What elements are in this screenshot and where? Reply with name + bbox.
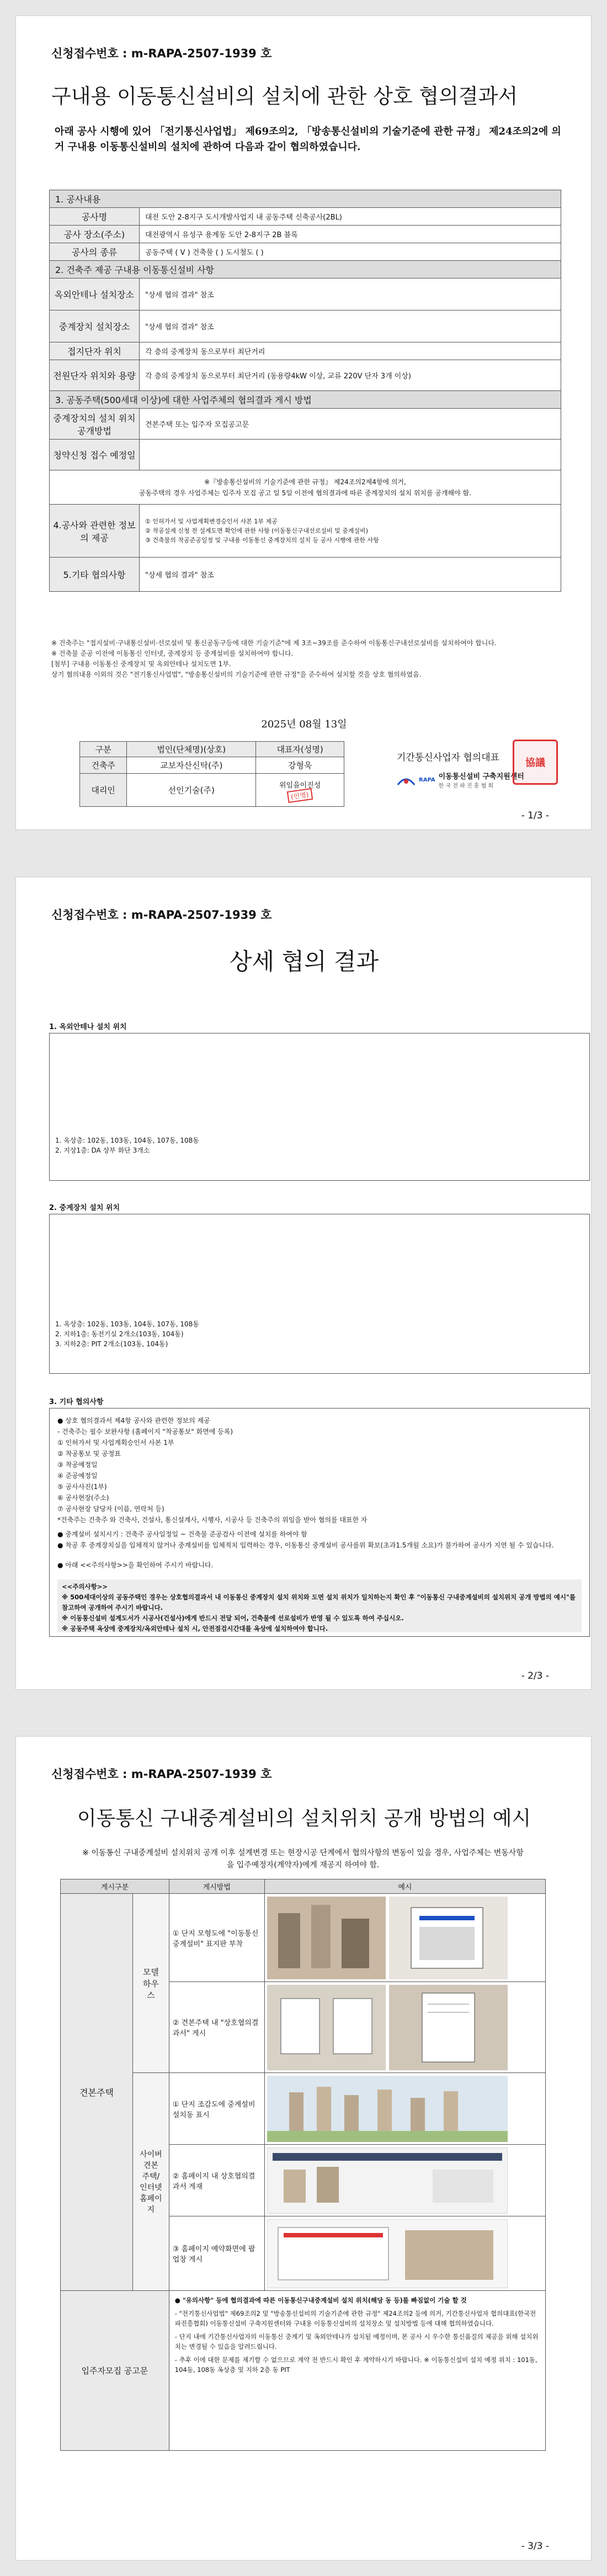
- sub-model-house: 모델하우스: [133, 1894, 169, 2073]
- caution-title: <<주의사항>>: [62, 1583, 108, 1590]
- etc-line: ④ 준공예정일: [57, 1472, 98, 1480]
- page-title: 상세 협의 결과: [229, 948, 379, 975]
- agent-stamp: (인명): [287, 788, 313, 803]
- antenna-box: [49, 1033, 590, 1181]
- method-web-2: ② 홈페이지 내 상호협의결과서 게재: [169, 2145, 264, 2216]
- aerial-view-image: [267, 2076, 508, 2142]
- info-item-1: ① 인허가서 및 사업계획변경승인서 사본 1부 제공: [145, 518, 278, 525]
- method-web-3: ③ 홈페이지 예약화면에 팝업창 게시: [169, 2216, 264, 2291]
- center-note-1: ※『방송통신설비의 기술기준에 관한 규정』 제24조의2제4항에 의거,: [204, 478, 406, 486]
- agreement-table: [49, 190, 561, 592]
- popup-image: [267, 2219, 508, 2288]
- page-title: 이동통신 구내중계설비의 설치위치 공개 방법의 예시: [77, 1807, 531, 1830]
- etc-line: ● 중계설비 설치시기 : 건축주 공사일정일 ~ 건축물 준공검사 이전에 설치를 하여야 함: [57, 1530, 307, 1538]
- notice-line-1: ● "유의사항" 등에 협의결과에 따른 이동통신구내중계설비 설치 위치(해당 동 등)를 빠짐없이 기술 할 것: [174, 2296, 467, 2304]
- header-category: 게시구분: [61, 1879, 169, 1894]
- header-example: 예시: [264, 1879, 545, 1894]
- rapa-logo-text: RAPA: [419, 776, 435, 783]
- method-web-1: ① 단지 조감도에 중계설비 설치동 표시: [169, 2073, 264, 2145]
- etc-section-title: 3. 기타 협의사항: [49, 1398, 104, 1406]
- value-etc: "상세 협의 결과" 참조: [140, 558, 561, 592]
- center-note-2: 공동주택의 경우 사업주체는 입주자 모집 공고 일 5일 이전에 협의결과에 따른 중계장치의 설치 위치를 공개해야 함.: [139, 489, 471, 497]
- notice-line-2: - "전기통신사업법" 제69조의2 및 "방송통신설비의 기술기준에 관한 규정" 제24조의2 등에 의거, 기간통신사업자 협의대표(한국전파진흥협회) 이동통신설비 구축지원센터와 구내용 이동통신설비의 설치장소 및 설치방법 등에 대해 협의하였습니다.: [174, 2310, 536, 2327]
- label-disclosure: 중계장치의 설치 위치 공개방법: [50, 409, 140, 440]
- page-subtitle: ※ 이동통신 구내중계설비 설치위치 공개 이후 설계변경 또는 현장시공 단계에서 협의사항의 변동이 있을 경우, 사업주체는 변동사항을 입주예정자(계약자)에게 재공지 하여야 함.: [82, 1849, 524, 1870]
- antenna-item-1: 1. 옥상층: 102동, 103동, 104동, 107동, 108동: [55, 1137, 199, 1144]
- page-3: [15, 1736, 592, 2561]
- homepage-image: [267, 2147, 508, 2214]
- sub-cyber-house: 사이버 견본 주택/인터넷 홈페이지: [133, 2073, 169, 2291]
- value-power: 각 층의 중계장치 동으로부터 최단거리 (동용량4kW 이상, 교류 220V 단자 3개 이상): [140, 360, 561, 391]
- repeater-section-title: 2. 중계장치 설치 위치: [49, 1204, 120, 1212]
- cat-model-house: 견본주택: [61, 1894, 133, 2291]
- caution-box: [57, 1579, 582, 1632]
- caution-1: ※ 500세대이상의 공동주택인 경우는 상호협의결과서 내 이동통신 중계장치 설치 위치와 도면 설치 위치가 일치하는지 확인 후 "이동통신 구내중계설비의 설치위치 공개 방법의 예시"를 참고하여 공개하여 주시기 바랍니다.: [62, 1593, 576, 1611]
- etc-line: ⑤ 공사사진(1부): [57, 1483, 107, 1491]
- signature-table: [79, 741, 344, 807]
- sig-owner-name: 강형욱: [256, 757, 344, 774]
- value-location: 대전광역시 유성구 용계동 도안 2-8지구 2B 블록: [140, 226, 561, 243]
- official-seal: [513, 740, 558, 785]
- info-item-3: ③ 건축물의 착공준공일정 및 구내용 이동통신 중계장치의 설치 등 공사 시행에 관한 사항: [145, 537, 379, 544]
- etc-line: - 건축주는 필수 보완사항 (홈페이지 "착공통보" 화면에 등록): [57, 1428, 233, 1436]
- page-number: - 3/3 -: [521, 2541, 549, 2552]
- request-number: 신청접수번호 : m-RAPA-2507-1939 호: [51, 47, 272, 60]
- value-ground: 각 층의 중계장치 동으로부터 최단거리: [140, 342, 561, 360]
- cat-recruitment-notice: 입주자모집 공고문: [61, 2291, 169, 2451]
- repeater-item-3: 3. 지하2층: PIT 2개소(103동, 104동): [55, 1340, 168, 1348]
- caution-3: ※ 공동주택 옥상에 중계장치/옥외안테나 설치 시, 안전점검시간대를 옥상에 설치하여야 합니다.: [62, 1625, 328, 1632]
- model-photo: [267, 1897, 386, 1979]
- page-number: - 1/3 -: [521, 810, 549, 821]
- etc-line: ② 착공통보 및 공정표: [57, 1450, 121, 1458]
- etc-line: ⑦ 공사현장 담당자 (이름, 연락처 등): [57, 1505, 164, 1513]
- sig-agent-name: 위임을이진성: [279, 781, 321, 790]
- value-apply-date: [140, 440, 561, 470]
- note-4: 상기 협의내용 이외의 것은 "전기통신사업법", "방송통신설비의 기술기준에 관한 규정"을 준수하여 설치할 것을 상호 협의하였음.: [51, 671, 422, 678]
- label-work-type: 공사의 종류: [50, 243, 140, 261]
- repeater-item-2: 2. 지하1층: 동전기실 2개소(103동, 104동): [55, 1330, 184, 1338]
- page-title: 구내용 이동통신설비의 설치에 관한 상호 협의결과서: [51, 84, 518, 108]
- org-subname: 한 국 전 파 진 흥 협 회: [438, 783, 494, 789]
- notice-line-4: - 추후 이에 대한 문제를 제기할 수 없으므로 계약 전 반드시 확인 후 계약하시기 바랍니다. ※ 이동통신설비 설치 예정 위치 : 101동, 104동, 108동 옥상층 및 지하 2층 동 PIT: [174, 2356, 537, 2374]
- etc-line: ① 인허가서 및 사업계획승인서 사본 1부: [57, 1439, 174, 1447]
- label-project-name: 공사명: [50, 208, 140, 226]
- sig-header-company: 법인(단체명)(상호): [127, 742, 256, 757]
- value-repeater: "상세 협의 결과" 참조: [140, 310, 561, 342]
- antenna-section-title: 1. 옥외안테나 설치 위치: [49, 1023, 127, 1031]
- org-name: 이동통신설비 구축지원센터: [438, 773, 524, 781]
- label-repeater: 중계장치 설치장소: [50, 310, 140, 342]
- sig-header-rep: 대표자(성명): [256, 742, 344, 757]
- sig-header-type: 구분: [80, 742, 127, 757]
- header-method: 게시방법: [169, 1879, 264, 1894]
- sig-agent-label: 대리인: [80, 774, 127, 807]
- info-item-2: ② 착공설계 신청 전 설계도면 확인에 관한 사항 (이동통신구내선로설비 및 중계설비): [145, 527, 369, 534]
- etc-box: [49, 1408, 590, 1637]
- etc-line: ③ 착공예정일: [57, 1461, 98, 1469]
- page-2: [15, 877, 592, 1690]
- section-1-header: 1. 공사내용: [50, 190, 561, 208]
- seal-text: 協議: [525, 757, 545, 769]
- etc-line: ● 아래 <<주의사항>>을 확인하여 주시기 바랍니다.: [57, 1561, 214, 1569]
- note-3: [첨부] 구내용 이동통신 중계장치 및 옥외안테나 설치도면 1부.: [51, 660, 231, 668]
- notice-line-3: - 단지 내에 기간통신사업자의 이동통신 중계기 및 옥외안테나가 설치될 예정이며, 본 공사 시 우수한 통신품질의 제공을 위해 설치위치는 변경될 수 있음을 알려드립니다.: [174, 2333, 539, 2350]
- sig-agent-company: 선인기술(주): [127, 774, 256, 807]
- label-ground: 접지단자 위치: [50, 342, 140, 360]
- repeater-box: [49, 1214, 590, 1374]
- etc-line: ⑥ 공사현장(주소): [57, 1494, 109, 1502]
- intro-text: 아래 공사 시행에 있어 「전기통신사업법」 제69조의2, 「방송통신설비의 기술기준에 관한 규정」 제24조의2에 의거 구내용 이동통신설비의 설치에 관하여 다음과 같이 협의하였습니다.: [55, 126, 561, 153]
- note-1: ※ 건축주는 "접지설비·구내통신설비·선로설비 및 통신공동구등에 대한 기술기준"에 제 3조~39조를 준수하여 이동통신구내선로설비를 설치하여야 합니다.: [51, 639, 497, 647]
- rapa-logo-icon: [397, 774, 416, 786]
- etc-line: ● 상호 협의결과서 제4항 공사와 관련한 정보의 제공: [57, 1417, 210, 1424]
- sig-owner-company: 교보자산신탁(주): [127, 757, 256, 774]
- showroom-photo: [267, 1985, 386, 2070]
- disclosure-table: [60, 1879, 546, 2451]
- label-etc: 5.기타 협의사항: [50, 558, 140, 592]
- label-power: 전원단자 위치와 용량: [50, 360, 140, 391]
- label-location: 공사 장소(주소): [50, 226, 140, 243]
- request-number: 신청접수번호 : m-RAPA-2507-1939 호: [51, 1768, 272, 1781]
- org-title: 기간통신사업자 협의대표: [397, 752, 500, 763]
- method-model-1: ① 단지 모형도에 "이동통신중계설비" 표지판 부착: [169, 1894, 264, 1982]
- label-antenna: 옥외안테나 설치장소: [50, 279, 140, 310]
- page-number: - 2/3 -: [521, 1670, 549, 1681]
- value-project-name: 대전 도안 2-8지구 도시개발사업지 내 공동주택 신축공사(2BL): [140, 208, 561, 226]
- repeater-item-1: 1. 옥상층: 102동, 103동, 104동, 107동, 108동: [55, 1320, 199, 1328]
- etc-line: [57, 1551, 582, 1560]
- value-disclosure: 견본주택 또는 입주자 모집공고문: [140, 409, 561, 440]
- label-apply-date: 청약신청 접수 예정일: [50, 440, 140, 470]
- value-antenna: "상세 협의 결과" 참조: [140, 279, 561, 310]
- section-2-header: 2. 건축주 제공 구내용 이동통신설비 사항: [50, 261, 561, 279]
- etc-line: *건축주는 건축주 와 건축사, 건설사, 통신설계사, 시행사, 시공사 등 건축주의 위임을 받아 협의를 대표한 자: [57, 1516, 368, 1524]
- caution-2: ※ 이동통신설비 설계도서가 시공사(건설사)에게 반드시 전달 되어, 건축물에 선로설비가 반영 될 수 있도록 하여 주십시오.: [62, 1614, 404, 1622]
- sign-photo: [389, 1897, 508, 1979]
- method-model-2: ② 견본주택 내 "상호협의결과서" 게시: [169, 1982, 264, 2073]
- note-2: ※ 건축물 준공 이전에 이동통신 인터넷, 중계장치 등 중계설비를 설치하여야 합니다.: [51, 650, 294, 657]
- notice-board-photo: [389, 1985, 508, 2070]
- sig-owner-label: 건축주: [80, 757, 127, 774]
- value-work-type: 공동주택 ( V ) 건축물 ( ) 도시철도 ( ): [140, 243, 561, 261]
- antenna-item-2: 2. 지상1층: DA 상부 화단 3개소: [55, 1147, 150, 1154]
- agreement-date: 2025년 08월 13일: [261, 719, 347, 730]
- label-info: 4.공사와 관련한 정보의 제공: [50, 505, 140, 558]
- page-1: [15, 15, 592, 830]
- section-3-header: 3. 공동주택(500세대 이상)에 대한 사업주체의 협의결과 게시 방법: [50, 391, 561, 409]
- rapa-logo: [397, 770, 524, 789]
- etc-line: ● 착공 후 중계장치실을 입체적치 않거나 중계설비를 입체적치 입력하는 경우, 이동통신 중계설비 공사를위 확보(초과1.5개월 소요)가 불가하여 공사가 지연 될 수 있습니다.: [57, 1541, 554, 1549]
- request-number: 신청접수번호 : m-RAPA-2507-1939 호: [51, 908, 272, 922]
